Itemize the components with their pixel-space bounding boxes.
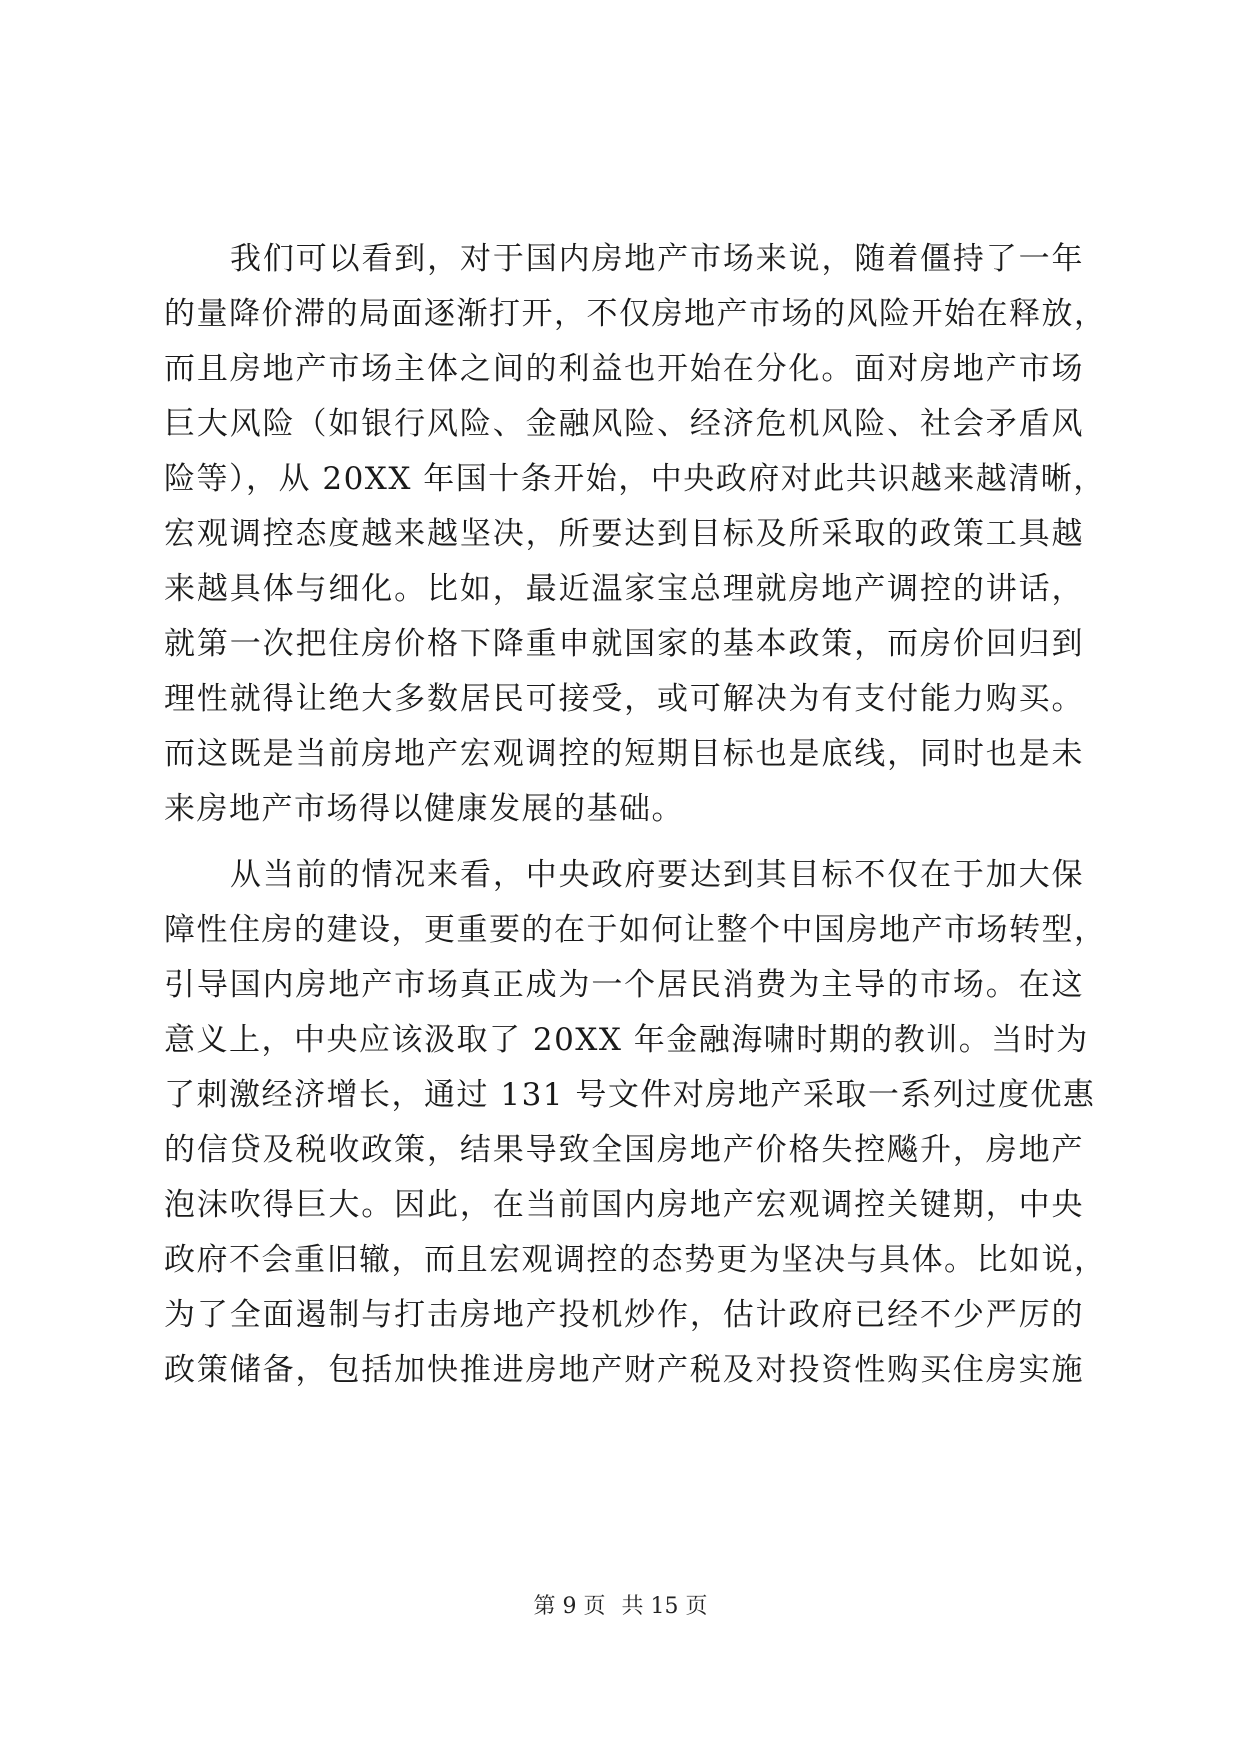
text-line: 的量降价滞的局面逐渐打开，不仅房地产市场的风险开始在释放， [164, 296, 1107, 332]
text-line: 而且房地产市场主体之间的利益也开始在分化。面对房地产市场 [164, 351, 1084, 387]
text-line: 理性就得让绝大多数居民可接受，或可解决为有支付能力购买。 [164, 681, 1084, 717]
text-line: 泡沫吹得巨大。因此，在当前国内房地产宏观调控关键期，中央 [164, 1187, 1084, 1223]
text-line: 而这既是当前房地产宏观调控的短期目标也是底线，同时也是未 [164, 736, 1084, 772]
text-line: 宏观调控态度越来越坚决，所要达到目标及所采取的政策工具越 [164, 516, 1084, 552]
text-line: 就第一次把住房价格下降重申就国家的基本政策，而房价回归到 [164, 626, 1084, 662]
text-line: 引导国内房地产市场真正成为一个居民消费为主导的市场。在这 [164, 967, 1084, 1003]
text-line: 来房地产市场得以健康发展的基础。 [164, 791, 684, 827]
text-line: 意义上，中央应该汲取了 20XX 年金融海啸时期的教训。当时为 [164, 1022, 1089, 1058]
text-line: 险等），从 20XX 年国十条开始，中央政府对此共识越来越清晰， [164, 461, 1106, 497]
text-line: 为了全面遏制与打击房地产投机炒作，估计政府已经不少严厉的 [164, 1297, 1084, 1333]
text-line: 了刺激经济增长，通过 131 号文件对房地产采取一系列过度优惠 [164, 1077, 1096, 1113]
text-line: 障性住房的建设，更重要的在于如何让整个中国房地产市场转型， [164, 912, 1107, 948]
page-number: 第 9 页 [533, 1594, 606, 1619]
text-line: 来越具体与细化。比如，最近温家宝总理就房地产调控的讲话， [164, 571, 1084, 607]
body-text [164, 232, 1107, 1398]
page-footer [0, 1592, 1241, 1622]
text-line: 我们可以看到，对于国内房地产市场来说，随着僵持了一年 [230, 241, 1084, 277]
text-line: 巨大风险（如银行风险、金融风险、经济危机风险、社会矛盾风 [164, 406, 1084, 442]
text-line: 从当前的情况来看，中央政府要达到其目标不仅在于加大保 [230, 857, 1084, 893]
text-line: 政府不会重旧辙，而且宏观调控的态势更为坚决与具体。比如说， [164, 1242, 1107, 1278]
text-line: 的信贷及税收政策，结果导致全国房地产价格失控飚升，房地产 [164, 1132, 1084, 1168]
paragraph-2 [164, 848, 1107, 1398]
text-line: 政策储备，包括加快推进房地产财产税及对投资性购买住房实施 [164, 1352, 1084, 1388]
page-total: 共 15 页 [621, 1594, 708, 1619]
paragraph-1 [164, 232, 1107, 837]
